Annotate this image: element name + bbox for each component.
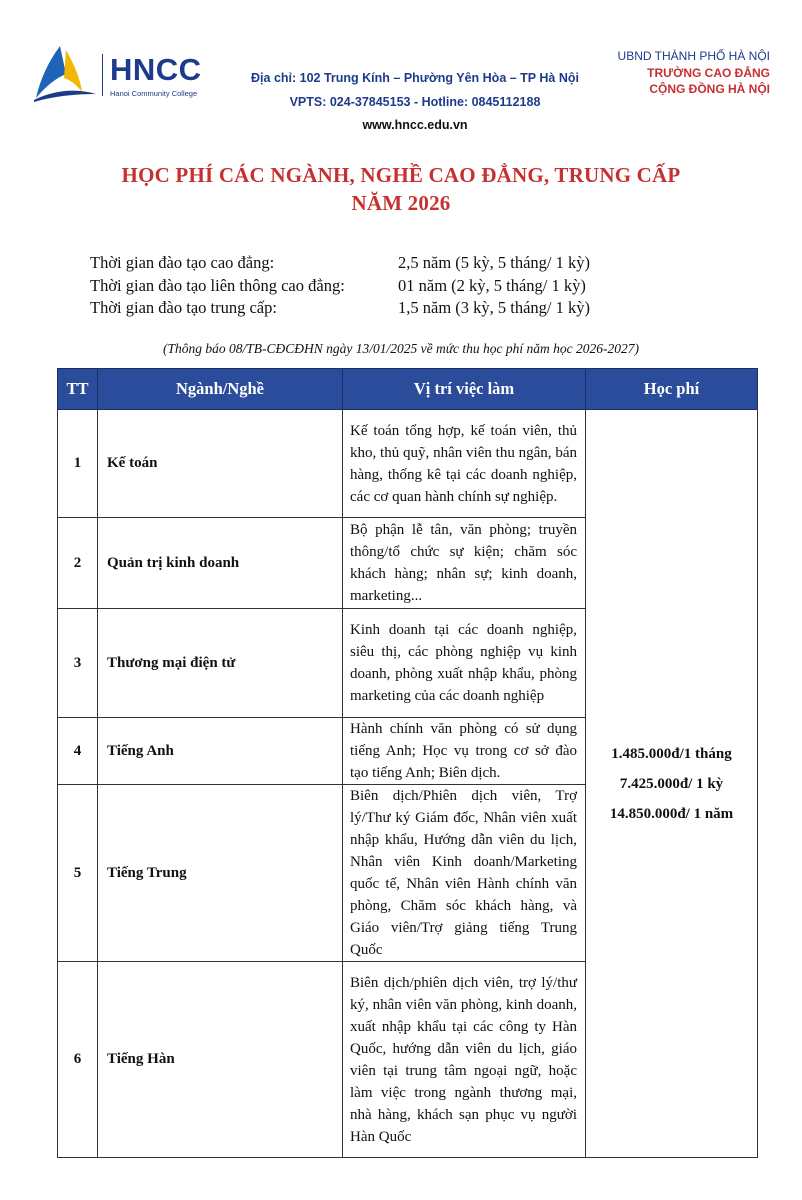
major-name: Kế toán bbox=[98, 410, 343, 518]
duration-row bbox=[90, 276, 730, 299]
notice-reference: (Thông báo 08/TB-CĐCĐHN ngày 13/01/2025 về mức thu học phí năm học 2026-2027) bbox=[162, 341, 640, 356]
row-number: 2 bbox=[58, 518, 98, 609]
col-header-major: Ngành/Nghề bbox=[98, 369, 343, 410]
major-name: Tiếng Trung bbox=[98, 785, 343, 962]
row-number: 6 bbox=[58, 962, 98, 1158]
fee-per-term: 7.425.000đ/ 1 kỳ bbox=[619, 775, 724, 792]
job-positions: Biên dịch/phiên dịch viên, trợ lý/thư ký, nhân viên văn phòng, kinh doanh, xuất nhập khẩu tại các công ty Hàn Quốc, hướng dẫn viên du lịch, giáo viên tại trung tâm ngoại ngữ, hoặc làm việc trong ngành thương mại, nhà hàng, khách sạn phục vụ người Hàn Quốc bbox=[343, 962, 586, 1158]
job-positions: Kế toán tổng hợp, kế toán viên, thủ kho, thủ quỹ, nhân viên thu ngân, bán hàng, thống kê tại các doanh nghiệp, các cơ quan hành chính sự nghiệp. bbox=[343, 410, 586, 518]
org-name-line2: CỘNG ĐỒNG HÀ NỘI bbox=[649, 82, 770, 96]
page-header bbox=[0, 0, 802, 140]
major-name: Tiếng Anh bbox=[98, 718, 343, 785]
duration-info bbox=[90, 253, 730, 321]
duration-row bbox=[90, 298, 730, 321]
job-positions: Kinh doanh tại các doanh nghiệp, siêu thị, các phòng nghiệp vụ kinh doanh, phòng xuất nhập khẩu, phòng marketing của các doanh nghiệp bbox=[343, 609, 586, 718]
address: Địa chỉ: 102 Trung Kính – Phường Yên Hòa – TP Hà Nội bbox=[251, 71, 579, 85]
table-header-row bbox=[58, 369, 758, 410]
major-name: Thương mại điện tử bbox=[98, 609, 343, 718]
fee-per-year: 14.850.000đ/ 1 năm bbox=[609, 805, 734, 822]
sail-logo-icon bbox=[30, 42, 100, 104]
row-number: 3 bbox=[58, 609, 98, 718]
page-title-year: NĂM 2026 bbox=[351, 191, 451, 215]
col-header-jobs: Vị trí việc làm bbox=[343, 369, 586, 410]
row-number: 5 bbox=[58, 785, 98, 962]
duration-label: Thời gian đào tạo cao đẳng: bbox=[90, 253, 275, 272]
duration-value: 1,5 năm (3 kỳ, 5 tháng/ 1 kỳ) bbox=[398, 298, 591, 317]
major-name: Quản trị kinh doanh bbox=[98, 518, 343, 609]
table-row bbox=[58, 410, 758, 518]
duration-value: 01 năm (2 kỳ, 5 tháng/ 1 kỳ) bbox=[398, 275, 586, 295]
job-positions: Biên dịch/Phiên dịch viên, Trợ lý/Thư ký Giám đốc, Nhân viên xuất nhập khẩu, Hướng dẫn viên du lịch, Nhân viên Kinh doanh/Marketing quốc tế, Nhân viên Hành chính văn phòng, Chăm sóc khách hàng, và Giáo viên/Trợ giảng tiếng Trung Quốc bbox=[343, 785, 586, 962]
col-header-fee: Học phí bbox=[586, 369, 758, 410]
job-positions: Hành chính văn phòng có sử dụng tiếng Anh; Học vụ trong cơ sở đào tạo tiếng Anh; Biên dịch. bbox=[343, 718, 586, 785]
tuition-fee bbox=[586, 410, 758, 1158]
duration-label: Thời gian đào tạo liên thông cao đẳng: bbox=[90, 275, 345, 295]
logo-text: HNCC bbox=[110, 52, 202, 87]
row-number: 4 bbox=[58, 718, 98, 785]
duration-value: 2,5 năm (5 kỳ, 5 tháng/ 1 kỳ) bbox=[398, 253, 591, 272]
fee-monthly: 1.485.000đ/1 tháng bbox=[611, 745, 732, 762]
duration-row bbox=[90, 253, 730, 276]
org-name-line1: TRƯỜNG CAO ĐẲNG bbox=[647, 66, 770, 80]
phone: VPTS: 024-37845153 - Hotline: 0845112188 bbox=[289, 95, 541, 109]
page-title: HỌC PHÍ CÁC NGÀNH, NGHỀ CAO ĐẲNG, TRUNG CẤP bbox=[121, 163, 681, 187]
tuition-table bbox=[57, 368, 758, 1158]
website-link[interactable]: www.hncc.edu.vn bbox=[362, 118, 468, 132]
row-number: 1 bbox=[58, 410, 98, 518]
duration-label: Thời gian đào tạo trung cấp: bbox=[90, 298, 277, 317]
logo-subtitle: Hanoi Community College bbox=[110, 89, 198, 98]
major-name: Tiếng Hàn bbox=[98, 962, 343, 1158]
job-positions: Bộ phận lễ tân, văn phòng; truyền thông/tổ chức sự kiện; chăm sóc khách hàng; nhân sự; kinh doanh, marketing... bbox=[343, 518, 586, 609]
org-authority: UBND THÀNH PHỐ HÀ NỘI bbox=[617, 49, 770, 63]
logo-divider bbox=[102, 54, 103, 96]
hncc-logo bbox=[30, 42, 205, 104]
col-header-tt: TT bbox=[58, 369, 98, 410]
